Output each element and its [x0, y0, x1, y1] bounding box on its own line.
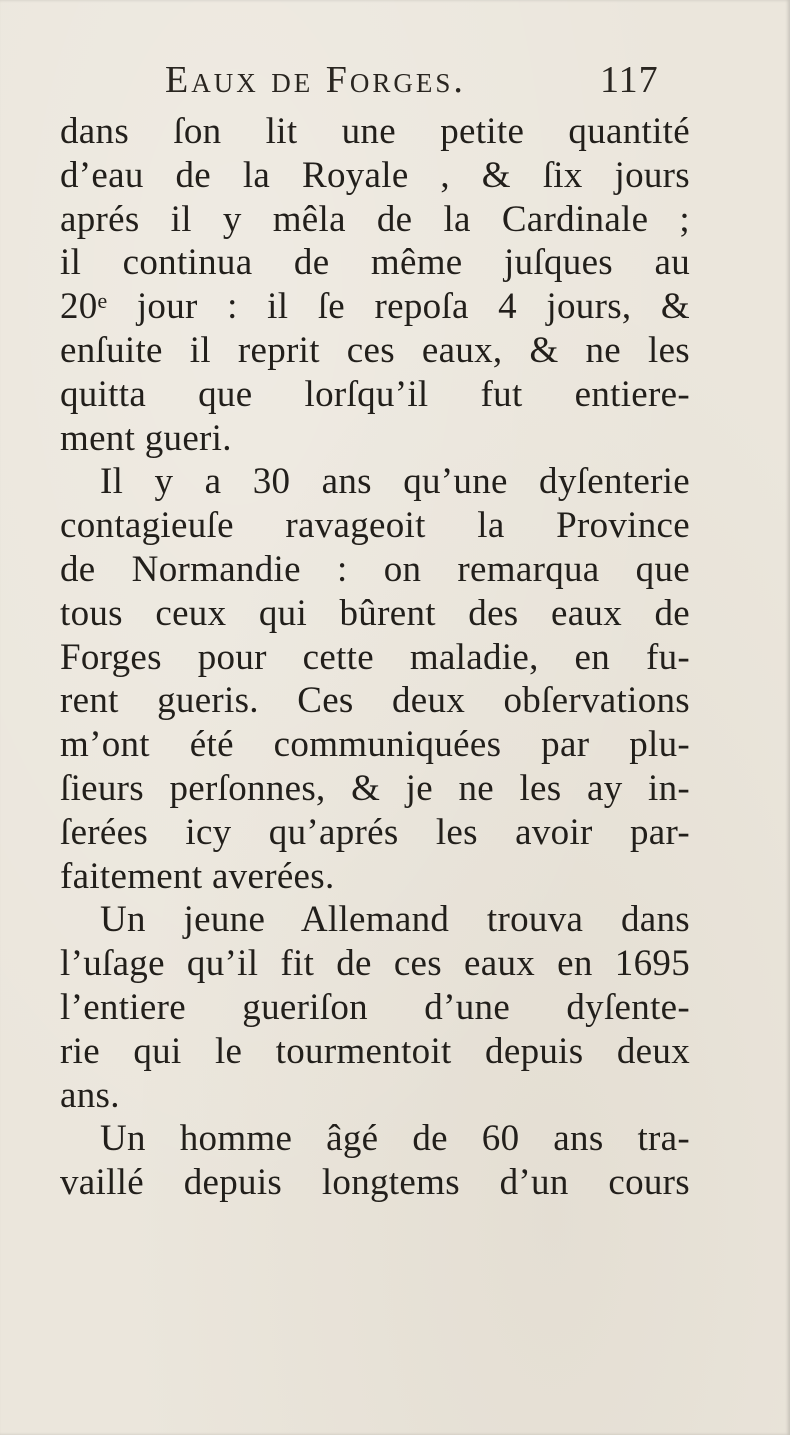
- text-line: tous ceux qui bûrent des eaux de: [60, 592, 690, 634]
- text-line: quitta que lorſqu’il fut entiere-: [60, 373, 690, 415]
- text-line: l’uſage qu’il fit de ces eaux en 1695: [60, 943, 690, 985]
- text-line: ſieurs perſonnes, & je ne les ay in-: [60, 767, 690, 809]
- text-line: vaillé depuis longtems d’un cours: [60, 1162, 690, 1204]
- body-text: [60, 110, 690, 1205]
- text-line: dans ſon lit une petite quantité: [60, 111, 690, 152]
- page-number: 117: [600, 59, 659, 101]
- running-title: Eaux de Forges.: [165, 59, 466, 101]
- text-line: faitement averées.: [60, 855, 335, 897]
- text-line: il continua de même juſques au: [60, 242, 690, 284]
- text-line: m’ont été communiquées par plu-: [60, 724, 690, 766]
- text-line: ans.: [60, 1074, 120, 1116]
- text-line: 20ᵉ jour : il ſe repoſa 4 jours, &: [60, 286, 690, 328]
- text-line: l’entiere gueriſon d’une dyſente-: [60, 986, 690, 1028]
- running-head: [0, 50, 790, 110]
- text-line: enſuite il reprit ces eaux, & ne les: [60, 329, 690, 371]
- paragraph-start-line: Un jeune Allemand trouva dans: [100, 899, 690, 941]
- text-line: ſerées icy qu’aprés les avoir par-: [60, 811, 690, 853]
- text-line: Forges pour cette maladie, en fu-: [60, 636, 690, 678]
- text-line: ment gueri.: [60, 417, 232, 459]
- text-line: rent gueris. Ces deux obſervations: [60, 680, 690, 722]
- page-edge: [790, 0, 800, 1435]
- text-line: aprés il y mêla de la Cardinale ;: [60, 198, 690, 240]
- text-line: rie qui le tourmentoit depuis deux: [60, 1030, 690, 1072]
- text-line: d’eau de la Royale , & ſix jours: [60, 154, 690, 196]
- paragraph-start-line: Un homme âgé de 60 ans tra-: [100, 1118, 690, 1160]
- paragraph-start-line: Il y a 30 ans qu’une dyſenterie: [100, 461, 690, 503]
- text-line: de Normandie : on remarqua que: [60, 548, 690, 590]
- text-line: contagieuſe ravageoit la Province: [60, 505, 690, 547]
